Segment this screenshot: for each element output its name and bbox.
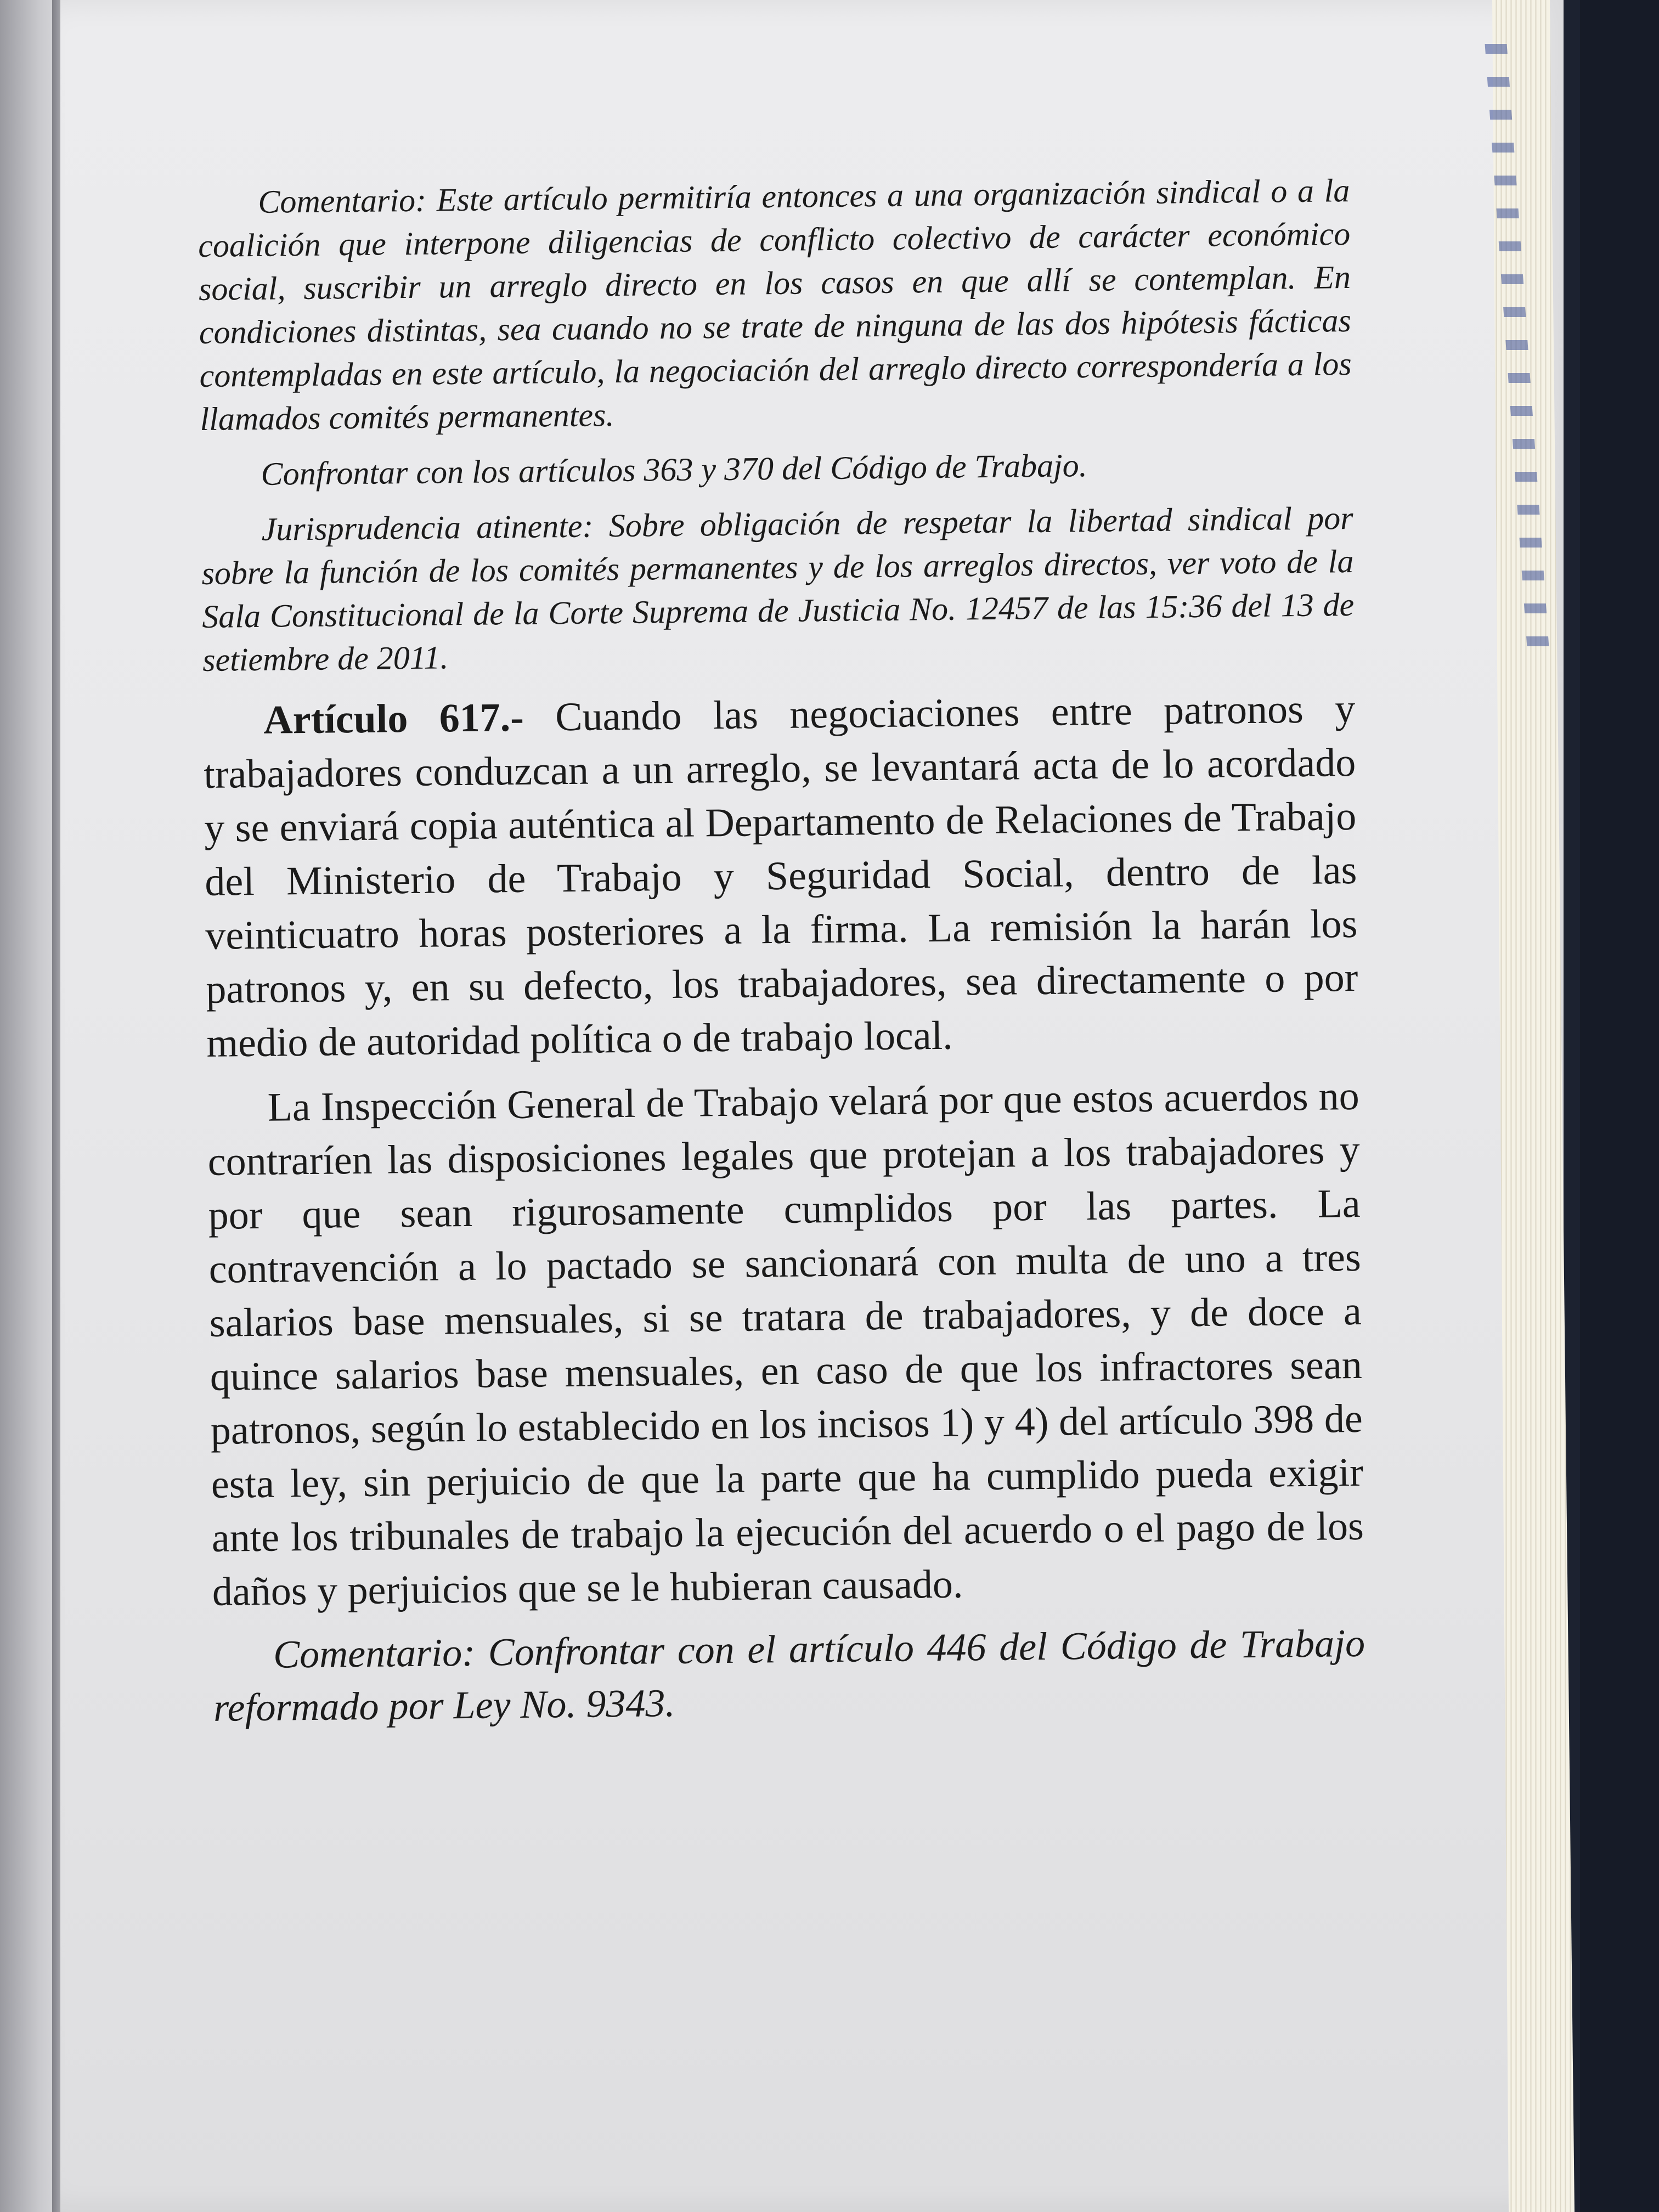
article-title: Artículo 617.- <box>263 695 524 743</box>
final-commentary: Comentario: Confrontar con el artículo 446 del Código de Trabajo reformado por Ley No. 9343. <box>213 1621 1365 1730</box>
article-body: Cuando las negociaciones entre patronos y trabajadores conduzcan a un arreglo, se levantará acta de lo acordado y se enviará copia auténtica al Departamento de Relaciones de Trabajo del Ministerio de Trabajo y Seguridad Social, dentro de las veinticuatro horas posteriores a la firma. La remisión la harán los patronos y, en su defecto, los trabajadores, sea directamente o por medio de autoridad política o de trabajo local. <box>203 686 1358 1066</box>
jurisprudence-paragraph: Jurisprudencia atinente: Sobre obligación de respetar la libertad sindical por sobre la función de los comités permanentes y de los arreglos directos, ver voto de la Sala Constitucional de la Corte Suprema de Justicia No. 12457 de las 15:36 del 13 de setiembre de 2011. <box>201 499 1355 678</box>
commentary-paragraph: Comentario: Este artículo permitiría entonces a una organización sindical o a la coalición que interpone diligencias de conflicto colectivo de carácter económico social, suscribir un arreglo directo en los casos en que allí se contemplan. En condiciones distintas, sea cuando no se trate de ninguna de las dos hipótesis fácticas contempladas en este artículo, la negociación del arreglo directo correspondería a los llamados comités permanentes. <box>198 172 1352 437</box>
cross-reference-paragraph: Confrontar con los artículos 363 y 370 del Código de Trabajo. <box>261 447 1088 492</box>
article-617 <box>203 682 1359 1070</box>
article-paragraph-2: La Inspección General de Trabajo velará por que estos acuerdos no contraríen las disposiciones legales que protejan a los trabajadores y por que sean rigurosamente cumplidos por las partes. La contravención a lo pactado se sancionará con multa de uno a tres salarios base mensuales, si se tratara de trabajadores, y de doce a quince salarios base mensuales, en caso de que los infractores sean patronos, según lo establecido en los incisos 1) y 4) del artículo 398 de esta ley, sin perjuicio de que la parte que ha cumplido pueda exigir ante los tribunales de trabajo la ejecución del acuerdo o el pago de los daños y perjuicios que se le hubieran causado. <box>207 1073 1364 1615</box>
background-surface <box>1580 0 1659 2212</box>
page-text <box>198 169 1366 1734</box>
